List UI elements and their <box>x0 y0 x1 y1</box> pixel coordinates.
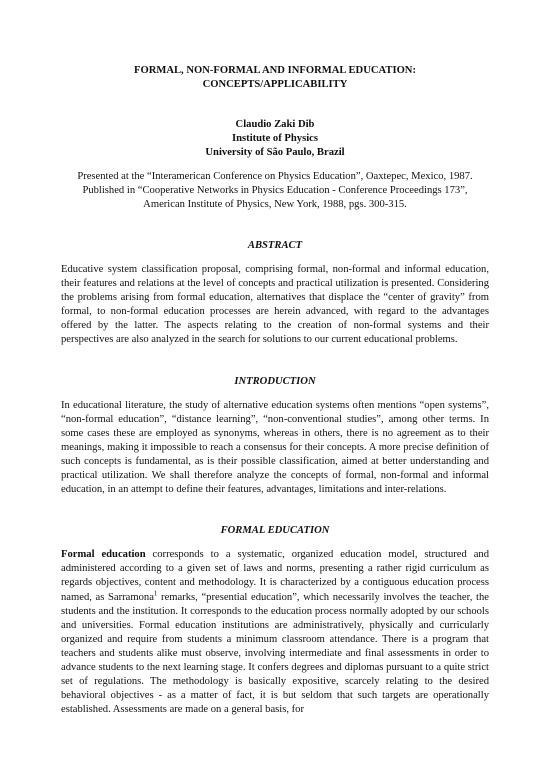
formal-education-heading: FORMAL EDUCATION <box>220 525 330 537</box>
footnote-reference[interactable]: 1 <box>153 588 158 597</box>
formal-education-text-part-1: corresponds to a systematic, organized education model, structured and administered according to a given set of laws and norms, presenting a rather rigid curriculum as regards objectives, content and methodology. It is characterized by a contiguous education process named, as Sarramona <box>61 549 489 603</box>
author-university: University of São Paulo, Brazil <box>205 147 345 158</box>
publication-note-line-1: Presented at the “Interamerican Conference on Physics Education”, Oaxtepec, Mexico, 1987. <box>77 171 473 182</box>
abstract-text: Educative system classification proposal, comprising formal, non-formal and informal education, their features and relations at the level of concepts and practical utilization is presented. Considering the problems arising from formal education, alternatives that displace the “center of gravity” from formal, to non-formal education processes are herein advanced, with regard to the advantages offered by the latter. The aspects relating to the creation of non-formal systems and their perspectives are also analyzed in the search for solutions to our current educational problems. <box>61 264 489 346</box>
author-name: Claudio Zaki Dib <box>235 119 315 130</box>
paper-title-line-2: CONCEPTS/APPLICABILITY <box>202 79 348 90</box>
publication-note-line-2: Published in “Cooperative Networks in Physics Education - Conference Proceedings 173”, <box>82 185 468 196</box>
paper-title-line-1: FORMAL, NON-FORMAL AND INFORMAL EDUCATION: <box>133 65 416 76</box>
formal-education-lead-term: Formal education <box>61 549 146 561</box>
paper-title <box>61 64 489 92</box>
author-block <box>61 118 489 160</box>
publication-note <box>61 170 489 212</box>
abstract-heading: ABSTRACT <box>247 240 303 251</box>
formal-education-text <box>61 548 489 717</box>
introduction-heading: INTRODUCTION <box>234 375 316 387</box>
publication-note-line-3: American Institute of Physics, New York, 1988, pgs. 300-315. <box>143 199 407 210</box>
formal-education-text-part-2: remarks, “presential education”, which necessarily involves the teacher, the students and the institution. It corresponds to the education process normally adopted by our schools and universities. Formal education institutions are administratively, physically and curricularly organized and require from students a minimum classroom attendance. There is a program that teachers and students alike must observe, involving intermediate and final assessments in order to advance students to the next learning stage. It confers degrees and diplomas pursuant to a quite strict set of regulations. The methodology is basically expositive, scarcely relating to the desired behavioral objectives - as a matter of fact, it is but seldom that such targets are operationally established. Assessments are made on a general basis, for <box>61 591 489 716</box>
introduction-text: In educational literature, the study of alternative education systems often mentions “open systems”, “non-formal education”, “distance learning”, “non-conventional studies”, among other terms. In some cases these are employed as synonyms, whereas in others, there is no agreement as to their meanings, making it impossible to reach a consensus for their concepts. A more precise definition of such concepts is fundamental, as is their possible classification, aimed at better understanding and practical utilization. We shall therefore analyze the concepts of formal, non-formal and informal education, in an attempt to define their features, advantages, limitations and inter-relations. <box>61 399 489 496</box>
author-institute: Institute of Physics <box>232 133 318 144</box>
